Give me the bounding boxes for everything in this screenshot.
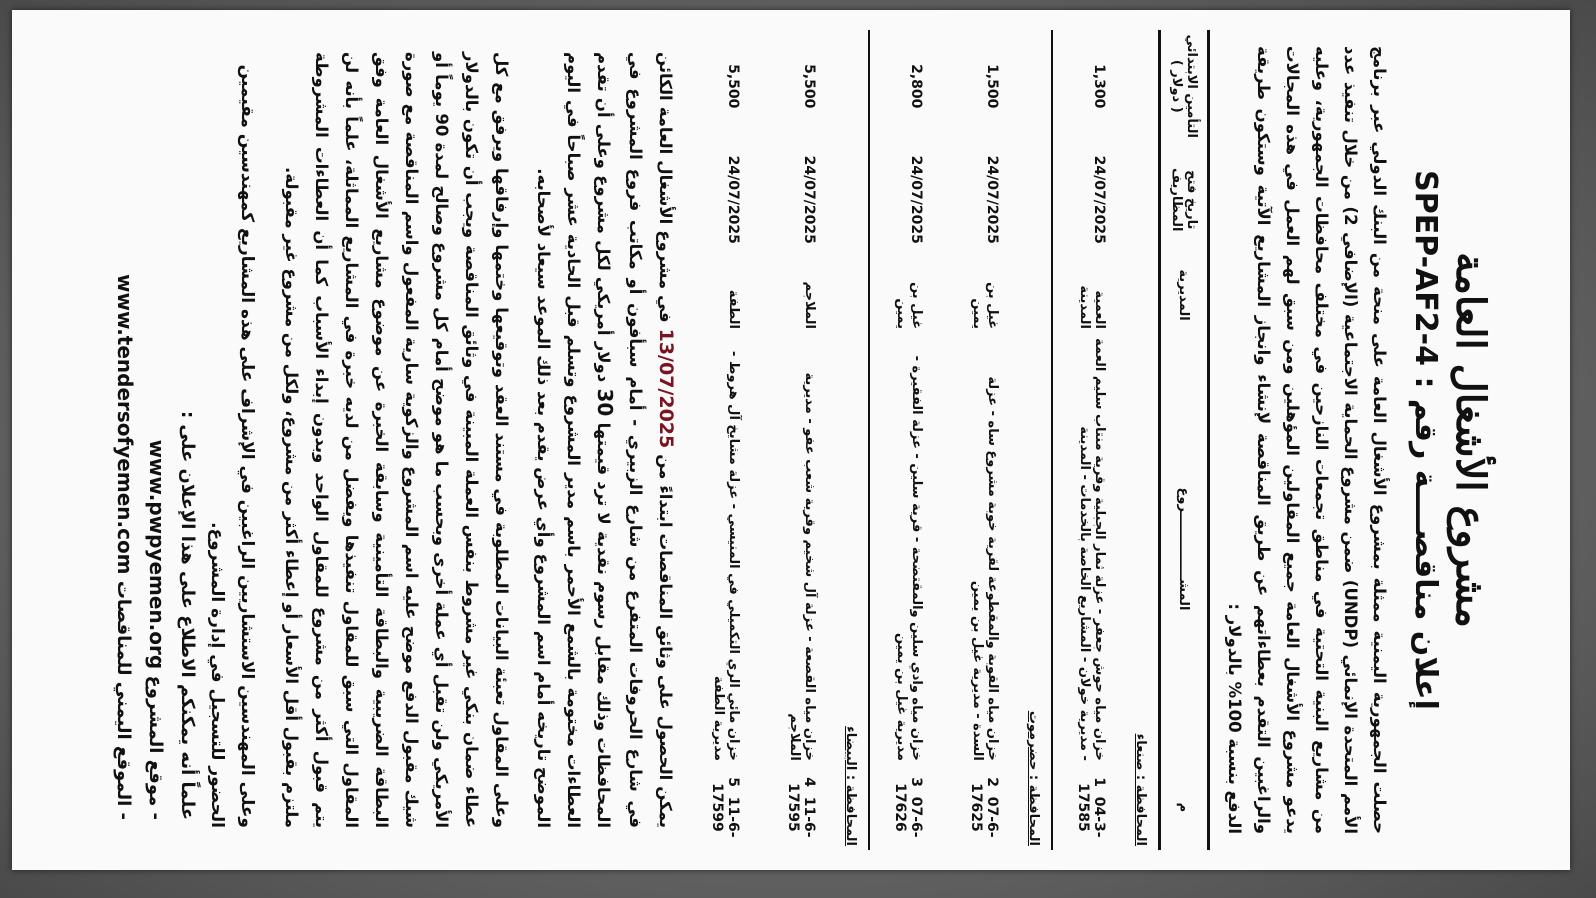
header-cost: التأمين الابتدائي ( دولار )	[1160, 30, 1209, 142]
row-index: 2 07-6-17625	[968, 777, 1000, 838]
table-row	[687, 30, 763, 850]
tender-table	[687, 30, 1210, 850]
row-project: خزان مياه القوبة والمقطوعة لقرية خوبة مشروع ساه - عزلة السدة - مديرية غيل بن يمين	[970, 376, 1000, 761]
header-index: م	[1160, 765, 1209, 850]
tender-subtitle	[1408, 30, 1443, 850]
row-code: 11-6-17599	[709, 783, 741, 838]
row-date: 24/07/2025	[725, 155, 741, 244]
links-intro: علماً أنه يمكنكم الاطلاع على هذا الإعلان على :	[177, 410, 198, 820]
link-item: - الموقع اليمني للمناقصات www.tendersofyemen.com	[113, 274, 137, 820]
row-index: 1 04-3-17585	[1075, 777, 1107, 838]
links-block	[108, 30, 202, 850]
row-district: الملاجم	[802, 281, 817, 329]
conditions-paragraph-2: وعلى المقاول تعبئة البيانات المطلوبة في مستند العقد وتوقيعها وختمها وإرفاقها ويرفق مع كل عطاء ضمان بنكي غير مشروط بنفس العملة المبينة في وثائق المناقصة ويجب أن تكون بالدولار الأمريكي ولن تقبل أي عملة أخرى وبحسب ما هو موضح أمام كل مشروع وصالح لمدة 90 يوماً أو شيك مقبول الدفع موضح عليه اسم المشروع والزكوية سارية المفعول واسم المناقصة مع صورة البطاقة الضريبية والبطاقة التأمينية وسابقة الخبرة عن موضوع مشاريع الأشغال العامة وفق المقاول التي سبق للمقاول تنفيذها ويفضل من لديه خبرة في المشاريع المماثلة، علماً بأنه لن يتم قبول أكثر من مشروع للمقاول الواحد وبدون إبداء الأسباب كما أن العطاءات المشروطة ملتزم بقبول أقل الأسعار أو إعطاء أكثر من مشروع، ولكل من مشروع غير مقبولة.	[282, 52, 511, 828]
subtitle-prefix: إعلان مناقصــــة رقم :	[1408, 376, 1443, 710]
header-project: المشـــــــــــــــروع	[1160, 333, 1209, 765]
link-item: - موقع المشروع www.pwpyemen.org	[145, 439, 169, 820]
row-cost: 2,800	[908, 64, 924, 109]
row-date: 24/07/2025	[801, 155, 817, 244]
row-code: 04-3-17585	[1075, 783, 1107, 838]
row-code: 11-6-17595	[785, 783, 817, 838]
header-district: المديرية	[1160, 257, 1209, 333]
row-project: خزان مياه القصعة - عزلة آل شخيم وقرية شعب عفو - مديرية الملاجم	[787, 372, 817, 761]
row-project: خزان مائي الري التكميلي في المنيسي - عزلة مشايخ آل هروط - مديرية الطفة	[711, 351, 741, 761]
row-index: 5 11-6-17599	[709, 777, 741, 838]
row-date: 24/07/2025	[984, 155, 1000, 244]
documents-start-date: 13/07/2025	[655, 328, 677, 449]
tender-code: SPEP-AF2-4	[1408, 170, 1443, 367]
row-date: 24/07/2025	[908, 155, 924, 244]
row-index: 3 07-6-17626	[892, 777, 924, 838]
table-row	[946, 30, 1022, 850]
row-code: 07-6-17625	[968, 783, 1000, 838]
table-header-row	[1160, 30, 1209, 850]
tenders-website-link[interactable]: www.tendersofyemen.com	[113, 274, 137, 575]
page-title: مشروع الأشغال العامة	[1447, 252, 1494, 628]
header-date: تاريخ فتح المظاريف	[1160, 142, 1209, 257]
row-project: خزان مياه حوش جعفر - عزلة ثمار الجبلية وقرية منتاب سليم العمة - مديرية خولان - المشاريع الخاصة بالخدمات - المدينة	[1077, 338, 1107, 761]
table-row	[763, 30, 839, 850]
row-date: 24/07/2025	[1091, 155, 1107, 244]
governorate-label: المحافظة : البيضاء	[843, 726, 858, 846]
document-page	[66, 30, 1516, 850]
conditions-paragraph-1: يمكن الحصول على وثائق المناقصات ابتداءً من 13/07/2025 في مشروع الأشغال العامة الكائن في شارع الحروفات المتفرع من شارع الزبيري - أمام سبأفون أو مكاتب فروع المشروع في المحافظات وذلك مقابل رسوم نقدية لا ترد قيمتها 30 دولار أمريكي لكل مشروع وعلى أن تقدم العطاءات مختومة بالشمع الأحمر باسم مدير المشروع وتسلم قبل الحادية عشر صباحاً في اليوم الموضح تاريخه أمام اسم المشروع وأي عرض يقدم بعد ذلك الموعد سيعاد لأصحابه.	[534, 52, 677, 829]
governorate-row	[1129, 30, 1160, 850]
row-cost: 1,500	[984, 64, 1000, 109]
governorate-label: المحافظة : حضرموت	[1026, 710, 1041, 846]
governorate-row	[839, 30, 869, 850]
row-cost: 1,300	[1091, 64, 1107, 109]
project-website-link[interactable]: www.pwpyemen.org	[145, 439, 169, 670]
row-project: خزان مياه وادي سلين والمقتضحة - قرية سلين - عزلة الفقيرة - مديرية غيل بن يمين	[894, 355, 924, 761]
intro-paragraph: حصلت الجمهورية اليمنية ممثلة بمشروع الأشغال العامة على منحة من البنك الدولي عبر برنامج الأمم المتحدة الإنمائي (UNDP) ضمن مشروع الحماية الاجتماعية (الإضافي 2) من خلال تنفيذ عدد من مشاريع البنية التحتية في مناطق تجمعات النازحين في مختلف محافظات الجمهورية، وعليه يدعو مشروع الأشغال العامة جميع المقاولين المؤهلين ومن سبق لهم العمل في هذه المجالات والراغبين التقدم بعطاءاتهم عن طريق المناقصة لإنشاء وانجاز المشاريع الآتية وستكون طريقة الدفع بنسبة 100% بالدولار :	[1225, 46, 1389, 834]
row-district: غيل بن يمين	[970, 282, 1000, 329]
row-district: الطفة	[726, 289, 741, 329]
table-row	[1052, 30, 1129, 850]
scanned-page	[12, 10, 1570, 870]
row-district: العمية المدينة	[1077, 285, 1107, 329]
governorate-label: المحافظة : صنعاء	[1133, 733, 1148, 846]
document-fee: 30	[593, 388, 617, 417]
row-code: 07-6-17626	[892, 783, 924, 838]
row-cost: 5,500	[725, 64, 741, 109]
row-cost: 5,500	[801, 64, 817, 109]
table-row	[869, 30, 946, 850]
row-index: 4 11-6-17595	[785, 777, 817, 838]
consultants-call: وعلى المهندسين الاستشاريين الراغبين في الإشراف على هذه المشاريع كمهندسين مقيمين الحضور للتسجيل في إدارة المشروع.	[207, 64, 257, 828]
governorate-row	[1022, 30, 1052, 850]
row-district: غيل بن يمين	[894, 282, 924, 329]
